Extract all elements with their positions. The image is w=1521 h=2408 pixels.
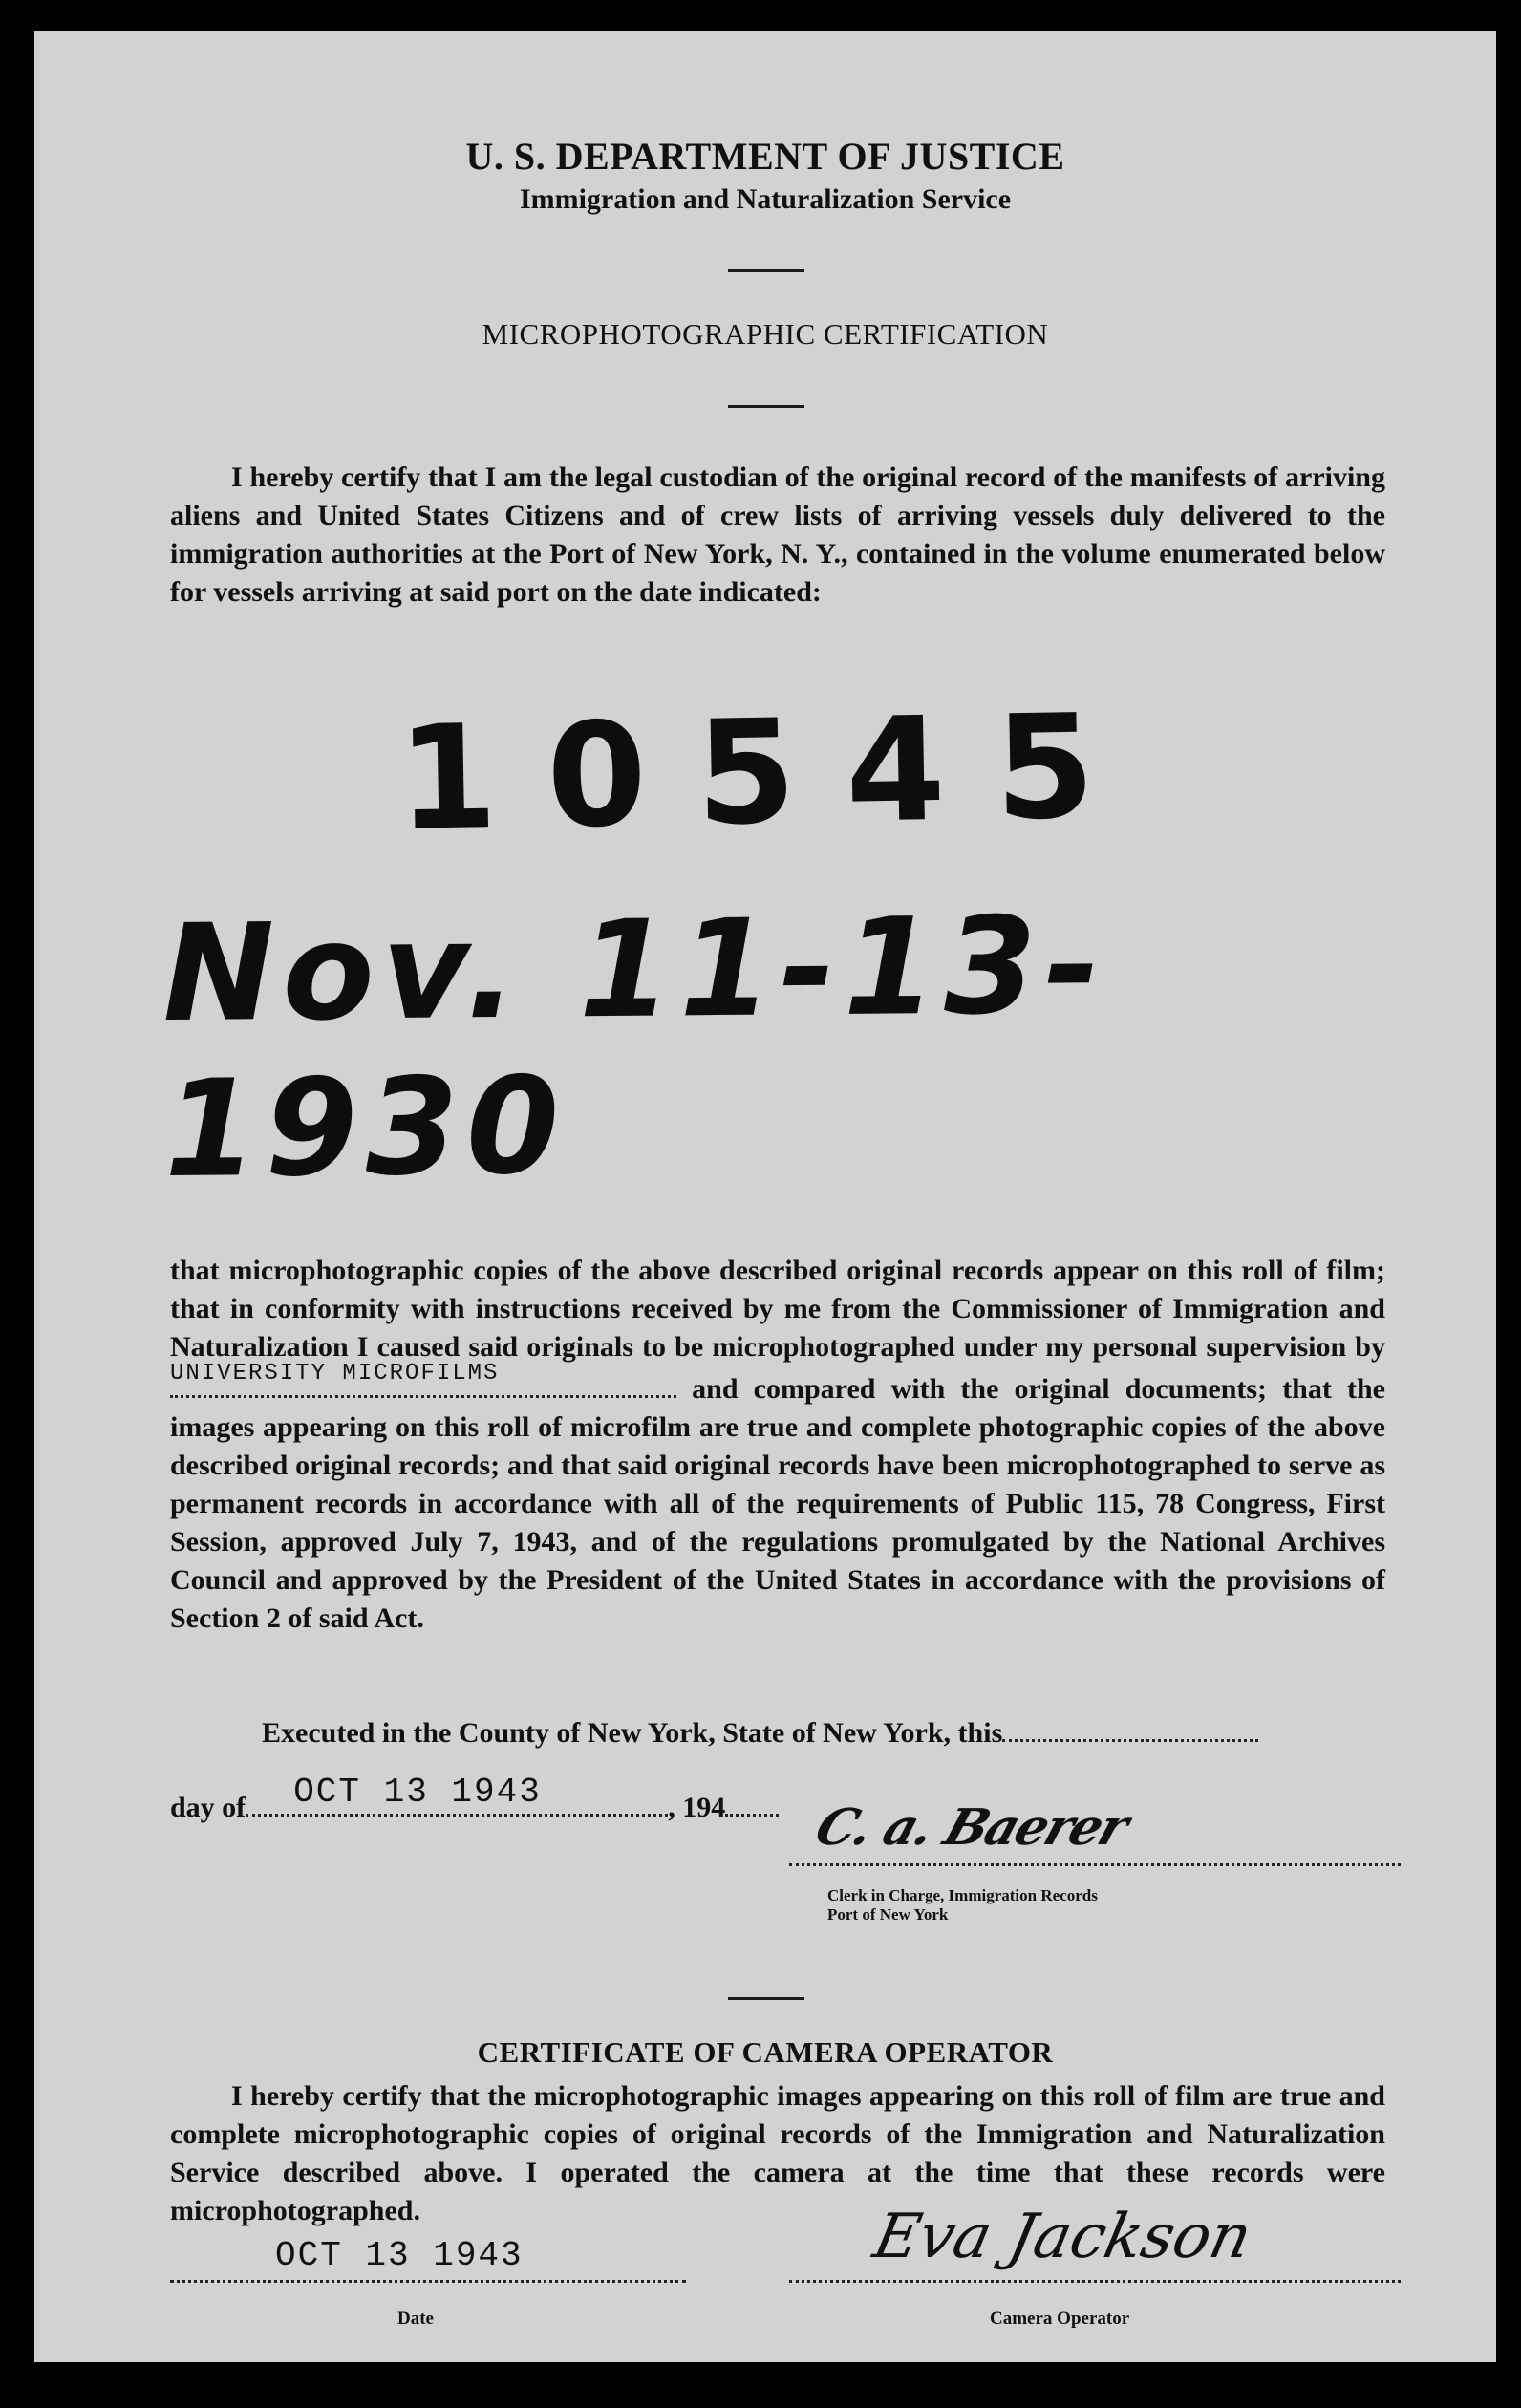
camera-operator-statement: I hereby certify that the microphotographic images appearing on this roll of film are true and complete microphotographic copies of original records of the Immigration and Naturalization Service described above. I operated the camera at the time that these records were microphotographed. bbox=[170, 2080, 1385, 2226]
divider bbox=[728, 1997, 804, 2000]
clerk-signature-line bbox=[789, 1863, 1401, 1866]
certification-date-stamp: OCT 13 1943 bbox=[293, 1773, 542, 1812]
day-of-line bbox=[170, 1775, 779, 1824]
year-suffix: , 194 bbox=[668, 1792, 726, 1823]
executed-line bbox=[262, 1710, 1258, 1750]
certification-document bbox=[34, 31, 1496, 2362]
clerk-signature: C. a. Baerer bbox=[808, 1798, 1135, 1857]
divider bbox=[728, 269, 804, 272]
microfilm-statement-part1: that microphotographic copies of the above described original records appear on this roll of film; that in conformity with instructions received by me from the Commissioner of Immigration and Naturalization I caused said originals to be microphotographed under my personal supervision by bbox=[170, 1255, 1385, 1363]
year-field bbox=[725, 1785, 779, 1817]
agency-heading: U. S. DEPARTMENT OF JUSTICE bbox=[465, 135, 1065, 178]
operator-signature: Eva Jackson bbox=[868, 2202, 1258, 2272]
custodian-statement: I hereby certify that I am the legal custodian of the original record of the manifests of arriving aliens and United States Citizens and of crew lists of arriving vessels duly delivered to the immigration authorities at the Port of New York, N. Y., contained in the volume enumerated below for vessels arriving at said port on the date indicated: bbox=[170, 462, 1385, 608]
clerk-location: Port of New York bbox=[827, 1905, 949, 1924]
executed-text: Executed in the County of New York, State of New York, this bbox=[262, 1717, 1003, 1749]
microfilm-statement bbox=[170, 1252, 1385, 1638]
date-label: Date bbox=[397, 2309, 434, 2329]
clerk-title-block bbox=[827, 1886, 1098, 1924]
operator-signature-line bbox=[789, 2280, 1401, 2283]
operator-date-stamp: OCT 13 1943 bbox=[275, 2236, 524, 2275]
divider bbox=[728, 405, 804, 408]
day-of-field bbox=[246, 1775, 668, 1817]
clerk-title: Clerk in Charge, Immigration Records bbox=[827, 1886, 1098, 1904]
microfilm-statement-part2: and compared with the original documents; that the images appearing on this roll of microfilm are true and complete photographic copies of the above described original records; and that said original records have been microphotographed to serve as permanent records in accordance with all of the requirements of Public 115, 78 Congress, First Session, approved July 7, 1943, and of the regulations promulgated by the National Archives Council and approved by the President of the United States in accordance with the provisions of Section 2 of said Act. bbox=[170, 1373, 1385, 1634]
day-of-label: day of bbox=[170, 1792, 246, 1823]
executed-day-field bbox=[1002, 1710, 1258, 1742]
camera-operator-title: CERTIFICATE OF CAMERA OPERATOR bbox=[477, 2035, 1054, 2069]
photographer-stamp: UNIVERSITY MICROFILMS bbox=[170, 1361, 500, 1387]
handwritten-volume-number: 10545 bbox=[396, 683, 1146, 863]
photographer-field bbox=[170, 1361, 676, 1398]
certification-title: MICROPHOTOGRAPHIC CERTIFICATION bbox=[482, 317, 1049, 351]
handwritten-arrival-date: Nov. 11-13-1930 bbox=[161, 888, 1108, 1209]
scan-edge bbox=[1496, 31, 1521, 2408]
operator-date-line bbox=[170, 2236, 686, 2283]
camera-operator-label: Camera Operator bbox=[990, 2309, 1130, 2329]
subagency-heading: Immigration and Naturalization Service bbox=[519, 183, 1012, 215]
